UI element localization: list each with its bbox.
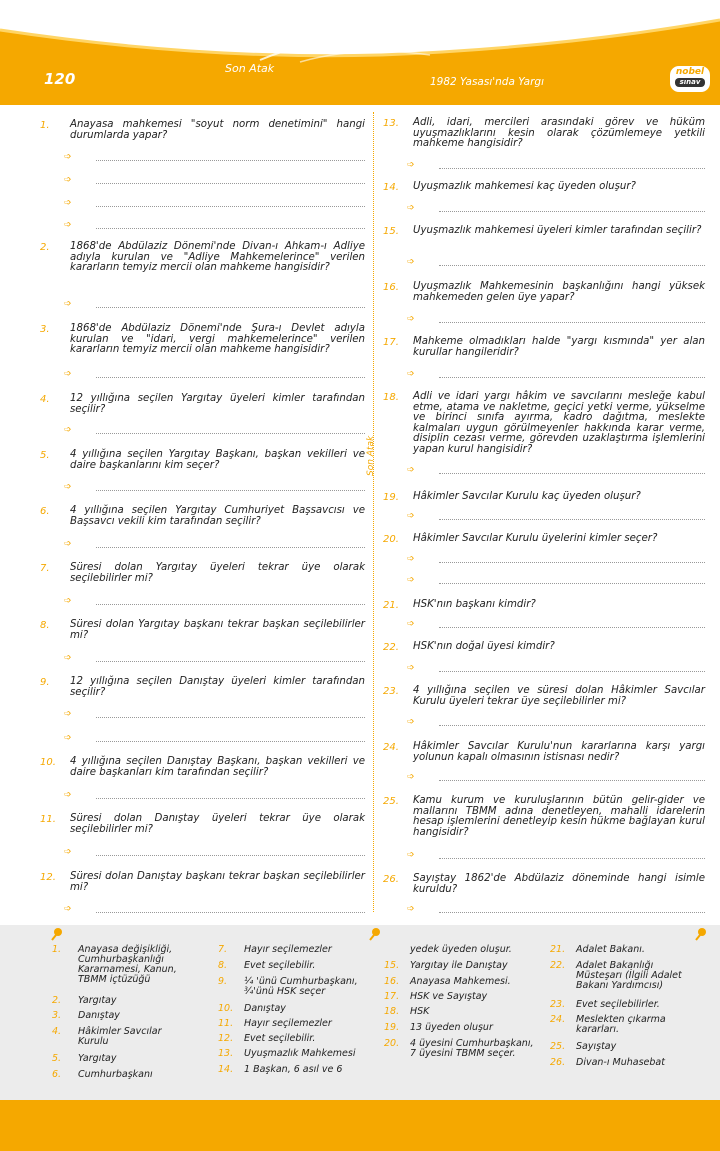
answer-text: 4 üyesini Cumhurbaşkanı, 7 üyesini TBMM seçer. (410, 1038, 534, 1059)
question-item (40, 120, 365, 141)
answer-number: 8. (218, 960, 228, 971)
answer-text: HSK ve Sayıştay (410, 991, 488, 1002)
question-item (40, 757, 365, 778)
question-text: Hâkimler Savcılar Kurulu kaç üyeden oluşur? (413, 491, 641, 502)
question-item (383, 226, 705, 237)
answer-item (384, 945, 534, 955)
arrow-icon: ➩ (407, 257, 415, 267)
answer-item (52, 1070, 192, 1080)
answer-number: 6. (52, 1069, 62, 1080)
answer-number: 24. (550, 1014, 566, 1025)
answer-item (218, 1019, 368, 1029)
answer-text: Danıştay (244, 1003, 286, 1014)
answer-line[interactable] (64, 198, 365, 213)
question-item (383, 874, 705, 895)
question-item (40, 814, 365, 835)
answer-line[interactable] (64, 709, 365, 724)
answer-line[interactable] (64, 425, 365, 440)
column-divider (373, 112, 374, 912)
question-text: HSK'nın doğal üyesi kimdir? (413, 641, 555, 652)
question-number: 14. (383, 182, 399, 193)
arrow-icon: ➩ (64, 299, 72, 309)
answer-number: 21. (550, 944, 566, 955)
logo-text: nobel (675, 67, 705, 77)
question-item (383, 742, 705, 763)
question-text: 4 yıllığına seçilen Danıştay Başkanı, başkan vekilleri ve daire başkanları kim tarafından seçilir? (70, 756, 365, 778)
answer-line[interactable] (407, 850, 705, 865)
arrow-icon: ➩ (64, 175, 72, 185)
answer-line[interactable] (64, 904, 365, 919)
question-number: 20. (383, 534, 399, 545)
answer-text: yedek üyeden oluşur. (410, 944, 512, 955)
answer-line[interactable] (64, 539, 365, 554)
header-wave-graphic (0, 0, 720, 110)
question-number: 21. (383, 600, 399, 611)
question-text: HSK'nın başkanı kimdir? (413, 599, 536, 610)
question-text: Hâkimler Savcılar Kurulu üyelerini kimler seçer? (413, 533, 658, 544)
question-item (383, 282, 705, 303)
arrow-icon: ➩ (64, 539, 72, 549)
answer-number: 12. (218, 1033, 234, 1044)
side-label: Son Atak (366, 435, 376, 476)
question-item (383, 796, 705, 838)
arrow-icon: ➩ (407, 663, 415, 673)
arrow-icon: ➩ (64, 152, 72, 162)
answer-text: Evet seçilebilir. (244, 960, 316, 971)
pin-icon (50, 927, 64, 941)
question-number: 6. (40, 506, 50, 517)
question-number: 9. (40, 677, 50, 688)
answer-text: Adalet Bakanı. (576, 944, 645, 955)
arrow-icon: ➩ (407, 619, 415, 629)
answer-item (550, 1000, 700, 1010)
question-number: 1. (40, 120, 50, 131)
answer-text: Hâkimler Savcılar Kurulu (78, 1026, 162, 1047)
question-number: 26. (383, 874, 399, 885)
arrow-icon: ➩ (407, 203, 415, 213)
arrow-icon: ➩ (64, 733, 72, 743)
question-item (383, 686, 705, 707)
answer-text: Anayasa Mahkemesi. (410, 976, 511, 987)
answer-line[interactable] (64, 369, 365, 384)
answer-text: 1 Başkan, 6 asıl ve 6 (244, 1064, 343, 1075)
question-text: Kamu kurum ve kuruluşlarının bütün gelir-gider ve mallarını TBMM adına denetleyen, mahalli idarelerin hesap işlemlerini denetleyip kesin hükme bağlayan kurul hangisidir? (413, 795, 705, 838)
question-number: 18. (383, 392, 399, 403)
answer-number: 20. (384, 1038, 400, 1049)
answer-number: 7. (218, 944, 228, 955)
answer-text: Danıştay (78, 1010, 120, 1021)
question-item (383, 642, 705, 653)
answer-text: Hayır seçilemezler (244, 1018, 332, 1029)
logo-subtext: sınav (675, 78, 705, 87)
question-text: Süresi dolan Danıştay üyeleri tekrar üye olarak seçilebilirler mi? (70, 813, 365, 835)
answer-text: Yargıtay ile Danıştay (410, 960, 508, 971)
answer-item (384, 1039, 534, 1059)
question-text: 4 yıllığına seçilen ve süresi dolan Hâkimler Savcılar Kurulu üyeleri tekrar üye seçilebilirler mi? (413, 685, 705, 707)
answer-number: 17. (384, 991, 400, 1002)
answer-number: 23. (550, 999, 566, 1010)
answer-line[interactable] (64, 175, 365, 190)
question-number: 8. (40, 620, 50, 631)
answer-line[interactable] (64, 733, 365, 748)
page-footer-band (0, 1100, 720, 1151)
answer-item (384, 992, 534, 1002)
arrow-icon: ➩ (64, 596, 72, 606)
arrow-icon: ➩ (407, 850, 415, 860)
arrow-icon: ➩ (407, 465, 415, 475)
header-chapter-title: 1982 Yasası'nda Yargı (430, 76, 544, 88)
question-item (383, 337, 705, 358)
question-text: Uyuşmazlık Mahkemesinin başkanlığını hangi yüksek mahkemeden gelen üye yapar? (413, 281, 705, 303)
publisher-logo (670, 66, 710, 92)
answer-number: 18. (384, 1006, 400, 1017)
answer-number: 22. (550, 960, 566, 971)
question-item (40, 450, 365, 471)
answer-number: 19. (384, 1022, 400, 1033)
question-item (40, 620, 365, 641)
question-text: Sayıştay 1862'de Abdülaziz döneminde hangi isimle kuruldu? (413, 873, 705, 895)
questions-right-column (383, 112, 705, 912)
answer-item (218, 1049, 368, 1059)
question-number: 22. (383, 642, 399, 653)
arrow-icon: ➩ (64, 369, 72, 379)
question-text: Adli, idari, mercileri arasındaki görev ve hüküm uyuşmazlıklarını kesin olarak çözümlemeye yetkili mahkeme hangisidir? (413, 117, 705, 149)
arrow-icon: ➩ (407, 772, 415, 782)
answer-item (52, 996, 192, 1006)
answer-item (550, 1058, 700, 1068)
pin-icon (694, 927, 708, 941)
question-number: 23. (383, 686, 399, 697)
question-number: 3. (40, 324, 50, 335)
arrow-icon: ➩ (64, 220, 72, 230)
answer-text: ¼ 'ünü Cumhurbaşkanı, ¾'ünü HSK seçer (244, 976, 358, 997)
answer-item (384, 1007, 534, 1017)
answer-number: 15. (384, 960, 400, 971)
answer-number: 25. (550, 1041, 566, 1052)
answer-item (218, 961, 368, 971)
arrow-icon: ➩ (64, 790, 72, 800)
answer-number: 5. (52, 1053, 62, 1064)
answer-number: 16. (384, 976, 400, 987)
answer-text: Divan-ı Muhasebat (576, 1057, 665, 1068)
answer-item (384, 961, 534, 971)
answer-number: 3. (52, 1010, 62, 1021)
answer-text: Yargıtay (78, 995, 117, 1006)
answer-item (550, 1015, 700, 1035)
answer-text: 13 üyeden oluşur (410, 1022, 493, 1033)
question-item (40, 677, 365, 698)
question-number: 11. (40, 814, 56, 825)
question-item (40, 872, 365, 893)
answer-line[interactable] (407, 619, 705, 634)
arrow-icon: ➩ (407, 314, 415, 324)
answer-line[interactable] (407, 465, 705, 480)
question-number: 13. (383, 118, 399, 129)
answer-number: 26. (550, 1057, 566, 1068)
answer-line[interactable] (407, 575, 705, 590)
question-item (40, 242, 365, 274)
question-item (383, 600, 705, 611)
question-number: 25. (383, 796, 399, 807)
answer-line[interactable] (407, 663, 705, 678)
answer-text: Yargıtay (78, 1053, 117, 1064)
answer-line[interactable] (407, 772, 705, 787)
answer-line[interactable] (64, 790, 365, 805)
question-text: 4 yıllığına seçilen Yargıtay Başkanı, başkan vekilleri ve daire başkanlarını kim seçer? (70, 449, 365, 471)
answer-item (52, 1011, 192, 1021)
answer-line[interactable] (407, 369, 705, 384)
answer-line[interactable] (407, 203, 705, 218)
question-item (40, 324, 365, 356)
question-number: 16. (383, 282, 399, 293)
answer-item (218, 945, 368, 955)
answer-line[interactable] (407, 314, 705, 329)
question-number: 4. (40, 394, 50, 405)
question-text: Uyuşmazlık mahkemesi üyeleri kimler tarafından seçilir? (413, 225, 702, 236)
answer-number: 13. (218, 1048, 234, 1059)
answer-item (218, 1034, 368, 1044)
arrow-icon: ➩ (407, 575, 415, 585)
answer-line[interactable] (407, 257, 705, 272)
question-number: 15. (383, 226, 399, 237)
question-text: 1868'de Abdülaziz Dönemi'nde Şura-ı Devlet adıyla kurulan ve "idari, vergi mahkemelerince" verilen kararların temyiz mercii olan mahkeme hangisidir? (70, 323, 365, 355)
arrow-icon: ➩ (407, 511, 415, 521)
answer-text: Adalet Bakanlığı Müsteşarı (İlgili Adalet Bakanı Yardımcısı) (576, 960, 682, 991)
arrow-icon: ➩ (64, 653, 72, 663)
page-header (0, 0, 720, 110)
answer-item (218, 1004, 368, 1014)
answer-number: 11. (218, 1018, 234, 1029)
question-item (40, 563, 365, 584)
arrow-icon: ➩ (64, 425, 72, 435)
answer-item (550, 961, 700, 991)
question-text: Süresi dolan Yargıtay başkanı tekrar başkan seçilebilirler mi? (70, 619, 365, 641)
answer-line[interactable] (64, 482, 365, 497)
answer-number: 9. (218, 976, 228, 987)
question-text: 12 yıllığına seçilen Yargıtay üyeleri kimler tarafından seçilir? (70, 393, 365, 415)
question-item (383, 492, 705, 503)
answer-item (218, 1065, 368, 1075)
answer-item (52, 1027, 192, 1047)
question-number: 2. (40, 242, 50, 253)
answer-text: Cumhurbaşkanı (78, 1069, 153, 1080)
question-item (40, 506, 365, 527)
question-number: 17. (383, 337, 399, 348)
question-item (383, 118, 705, 150)
question-text: 1868'de Abdülaziz Dönemi'nde Divan-ı Ahkam-ı Adliye adıyla kurulan ve "Adliye Mahkemelerince" verilen kararların temyiz mercii olan mahkeme hangisidir? (70, 241, 365, 273)
header-section-title: Son Atak (225, 62, 275, 75)
answer-line[interactable] (407, 717, 705, 732)
question-item (40, 394, 365, 415)
question-text: Adli ve idari yargı hâkim ve savcılarını mesleğe kabul etme, atama ve nakletme, geçici yetki verme, yükselme ve birinci sınıfa ayırma, kadro dağıtma, meslekte kalmaları uygun görülmeyenler hakkında karar verme, disiplin cezası verme, görevden uzaklaştırma işlemlerini yapan kurul hangisidir? (413, 391, 705, 455)
question-number: 10. (40, 757, 56, 768)
answer-text: HSK (410, 1006, 430, 1017)
question-text: Süresi dolan Danıştay başkanı tekrar başkan seçilebilirler mi? (70, 871, 365, 893)
answer-line[interactable] (407, 554, 705, 569)
questions-left-column (40, 112, 365, 912)
answer-item (550, 1042, 700, 1052)
answer-number: 1. (52, 944, 62, 955)
arrow-icon: ➩ (407, 160, 415, 170)
answer-text: Anayasa değişikliği, Cumhurbaşkanlığı Kararnamesi, Kanun, TBMM içtüzüğü (78, 944, 177, 985)
arrow-icon: ➩ (64, 198, 72, 208)
answer-item (384, 977, 534, 987)
answer-item (550, 945, 700, 955)
pin-icon (368, 927, 382, 941)
answer-line[interactable] (64, 220, 365, 235)
answer-number: 2. (52, 995, 62, 1006)
question-number: 7. (40, 563, 50, 574)
question-number: 24. (383, 742, 399, 753)
answer-text: Meslekten çıkarma kararları. (576, 1014, 666, 1035)
answer-text: Evet seçilebilirler. (576, 999, 660, 1010)
question-number: 12. (40, 872, 56, 883)
question-item (383, 392, 705, 455)
question-text: 4 yıllığına seçilen Yargıtay Cumhuriyet Başsavcısı ve Başsavcı vekili kim tarafından seçilir? (70, 505, 365, 527)
question-item (383, 534, 705, 545)
question-number: 5. (40, 450, 50, 461)
answer-item (52, 945, 192, 985)
answer-line[interactable] (407, 160, 705, 175)
question-text: Süresi dolan Yargıtay üyeleri tekrar üye olarak seçilebilirler mi? (70, 562, 365, 584)
answer-number: 10. (218, 1003, 234, 1014)
page-number: 120 (44, 70, 76, 88)
answer-line[interactable] (407, 511, 705, 526)
answer-item (218, 977, 368, 997)
question-text: Hâkimler Savcılar Kurulu'nun kararlarına karşı yargı yolunun kapalı olmasının istisnası nedir? (413, 741, 705, 763)
answer-line[interactable] (64, 847, 365, 862)
arrow-icon: ➩ (407, 904, 415, 914)
arrow-icon: ➩ (64, 847, 72, 857)
answer-line[interactable] (407, 904, 705, 919)
answer-text: Hayır seçilemezler (244, 944, 332, 955)
question-text: Anayasa mahkemesi "soyut norm denetimini" hangi durumlarda yapar? (70, 119, 365, 141)
answer-line[interactable] (64, 152, 365, 167)
answer-item (384, 1023, 534, 1033)
arrow-icon: ➩ (407, 369, 415, 379)
arrow-icon: ➩ (64, 709, 72, 719)
arrow-icon: ➩ (64, 904, 72, 914)
answer-item (52, 1054, 192, 1064)
arrow-icon: ➩ (64, 482, 72, 492)
answer-text: Evet seçilebilir. (244, 1033, 316, 1044)
question-text: Mahkeme olmadıkları halde "yargı kısmında" yer alan kurullar hangileridir? (413, 336, 705, 358)
answer-text: Uyuşmazlık Mahkemesi (244, 1048, 356, 1059)
question-text: Uyuşmazlık mahkemesi kaç üyeden oluşur? (413, 181, 636, 192)
question-number: 19. (383, 492, 399, 503)
question-text: 12 yıllığına seçilen Danıştay üyeleri kimler tarafından seçilir? (70, 676, 365, 698)
arrow-icon: ➩ (407, 717, 415, 727)
arrow-icon: ➩ (407, 554, 415, 564)
answer-line[interactable] (64, 653, 365, 668)
answer-number: 14. (218, 1064, 234, 1075)
question-item (383, 182, 705, 193)
answer-number: 4. (52, 1026, 62, 1037)
answer-line[interactable] (64, 299, 365, 314)
answer-text: Sayıştay (576, 1041, 617, 1052)
answer-line[interactable] (64, 596, 365, 611)
